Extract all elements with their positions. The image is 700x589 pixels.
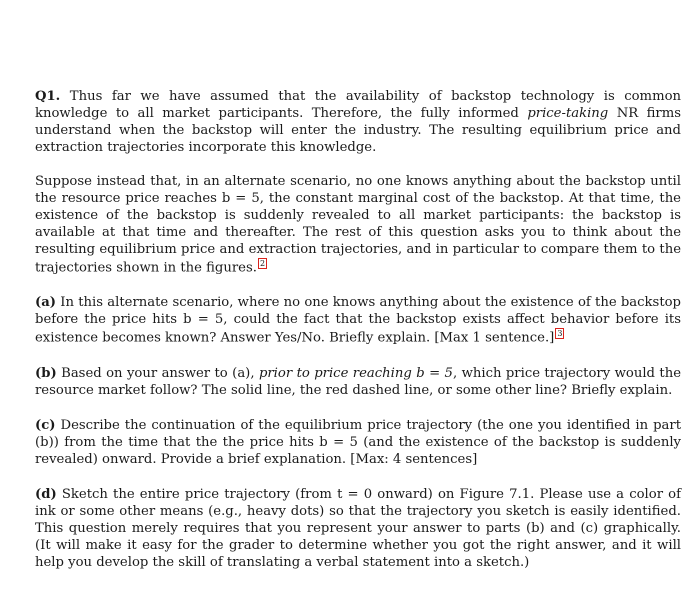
footnote-marker[interactable]: 3 — [557, 329, 563, 339]
part-b-emphasis: prior to price reaching b = 5 — [258, 365, 453, 381]
part-c — [35, 417, 681, 468]
part-c-label: (c) — [35, 417, 56, 433]
footnote-marker[interactable]: 2 — [259, 259, 266, 268]
part-d-label: (d) — [35, 486, 57, 502]
question-label: Q1. — [35, 89, 61, 104]
part-a — [35, 294, 681, 346]
part-b-label: (b) — [35, 365, 57, 381]
part-b — [35, 365, 681, 399]
part-b-text: Based on your answer to (a), — [56, 365, 259, 381]
document-page — [35, 88, 681, 589]
part-d-text: Sketch the entire price trajectory (from t = 0 onward) on Figure 7.1. Please use a color of ink or some other means (e.g., heavy dots) so that the trajectory you sketch is easily identified. This question merely requires that you represent your answer to parts (b) and (c) graphically. (It will make it easy for the grader to determine whether you got the right answer, and it will help you develop the skill of translating a verbal statement into a sketch.) — [35, 486, 681, 570]
q1-text: Thus far we have assumed that the availability of backstop technology is common knowledge to all market participants. Therefore, the fully informed — [35, 89, 682, 121]
scenario-text: Suppose instead that, in an alternate scenario, no one knows anything about the backstop until the resource price reaches b = 5, the constant marginal cost of the backstop. At that time, the existence of the backstop is suddenly revealed to all market participants: the backstop is available at that time and thereafter. The rest of this question asks you to think about the resulting equilibrium price and extraction trajectories, and in particular to compare them to the trajectories shown in the figures. — [35, 174, 681, 276]
part-b-text-continued: , which price trajectory would the resource market follow? The solid line, the red dashed line, or some other line? Briefly explain. — [35, 365, 681, 398]
part-a-text: In this alternate scenario, where no one knows anything about the existence of the backstop before the price hits b = 5, could the fact that the backstop exists affect behavior before its existence becomes known? Answer Yes/No. Briefly explain. [Max 1 sentence.] — [35, 295, 681, 346]
scenario-paragraph — [35, 173, 681, 276]
q1-text-continued: NR firms understand when the backstop will enter the industry. The resulting equilibrium price and extraction trajectories incorporate this knowledge. — [35, 106, 681, 155]
part-c-text: Describe the continuation of the equilibrium price trajectory (the one you identified in part (b)) from the time that the the price hits b = 5 (and the existence of the backstop is suddenly revealed) onward. Provide a brief explanation. [Max: 4 sentences] — [35, 417, 681, 467]
q1-emphasis: price-taking — [527, 106, 609, 121]
part-d — [35, 486, 681, 571]
question-q1-intro — [35, 88, 681, 156]
part-a-label: (a) — [35, 295, 57, 311]
